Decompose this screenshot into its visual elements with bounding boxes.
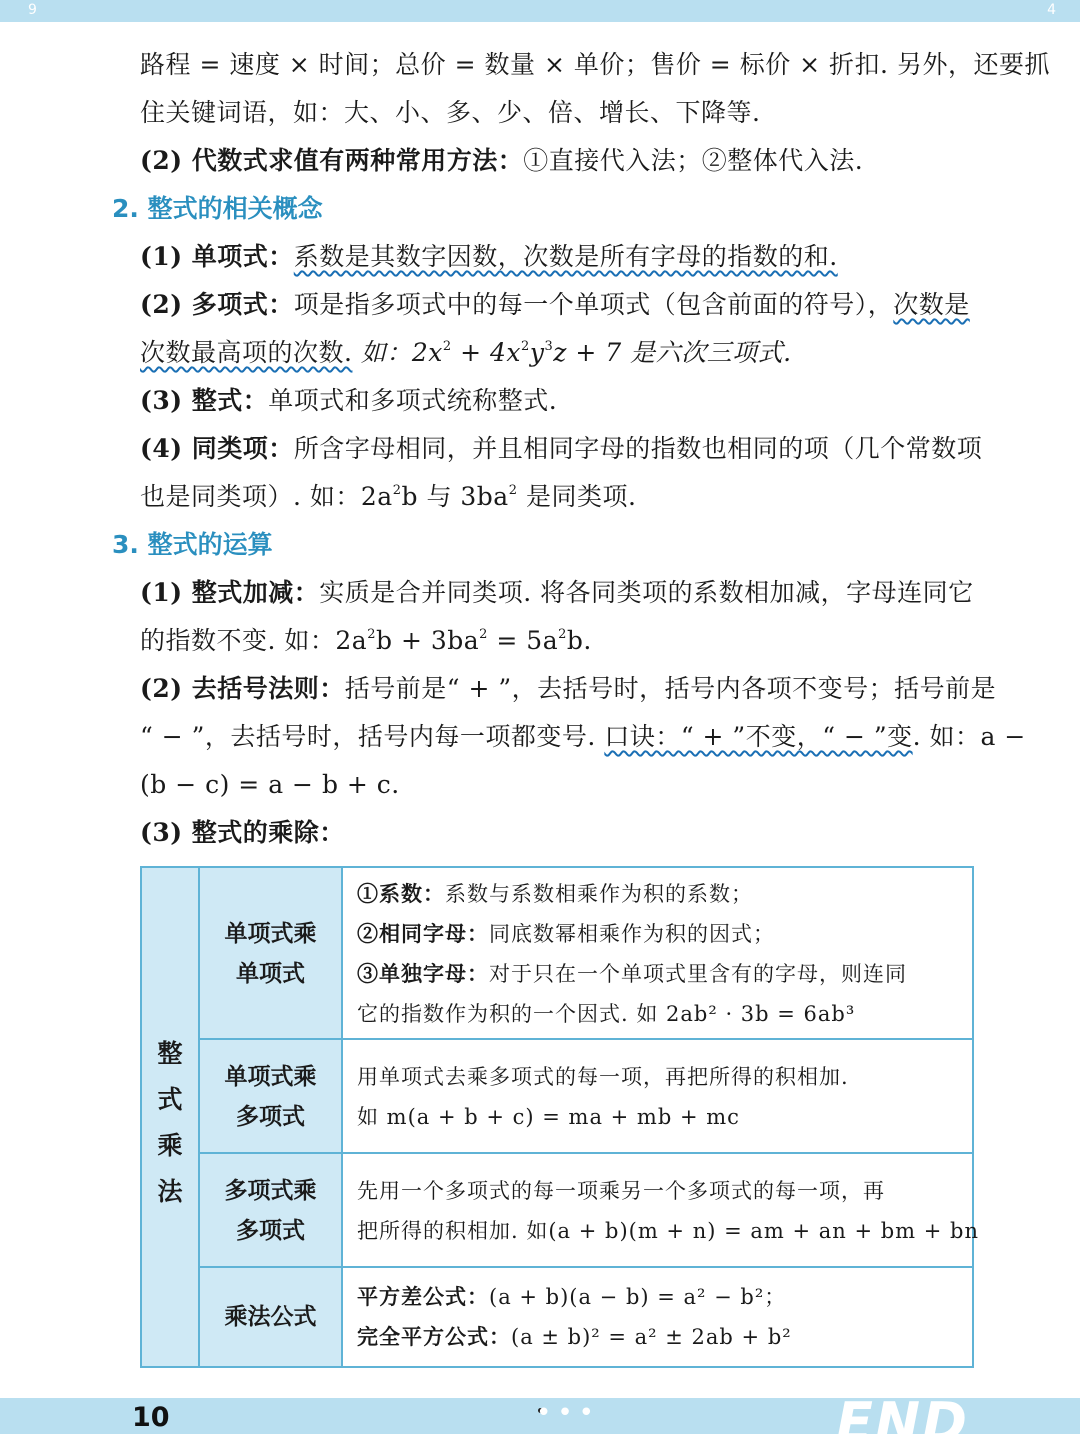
- table-category-cell: [142, 868, 200, 1366]
- table-row-label: [200, 868, 343, 1040]
- table-row-content: [343, 1154, 980, 1268]
- category-char: 乘: [157, 1131, 183, 1160]
- multiplication-table: [140, 866, 980, 1368]
- category-char: 式: [157, 1085, 183, 1114]
- table-row-label: [200, 1154, 343, 1268]
- intro-line-3: (2) 代数式求值有两种常用方法：①直接代入法；②整体代入法.: [140, 146, 864, 175]
- row-content-line: ③单独字母：对于只在一个单项式里含有的字母，则连同: [357, 961, 907, 986]
- category-char: 法: [157, 1177, 183, 1206]
- s2-item-3: (3) 整式：单项式和多项式统称整式.: [140, 386, 558, 415]
- row-content-line: 平方差公式：(a + b)(a − b) = a² − b²；: [357, 1284, 787, 1309]
- table-row-content: [343, 1040, 972, 1154]
- s3-item-3: (3) 整式的乘除：: [140, 818, 345, 847]
- s2-item-2: (2) 多项式：项是指多项式中的每一个单项式（包含前面的符号），次数是: [140, 290, 970, 319]
- row-content-line: 先用一个多项式的每一项乘另一个多项式的每一项，再: [357, 1179, 885, 1203]
- row-content-line: ①系数：系数与系数相乘作为积的系数；: [357, 881, 753, 906]
- pagination-dots-icon: •••: [536, 1398, 601, 1428]
- top-right-mark: 4: [1047, 2, 1056, 18]
- table-row-label: [200, 1268, 343, 1366]
- s3-item-2-line-3: (b − c) = a − b + c.: [140, 770, 400, 799]
- s2-item-4: (4) 同类项：所含字母相同，并且相同字母的指数也相同的项（几个常数项: [140, 434, 983, 463]
- row-label-line: 单项式: [236, 961, 305, 987]
- s3-item-2: (2) 去括号法则：括号前是“ + ”，去括号时，括号内各项不变号；括号前是: [140, 674, 997, 703]
- row-label-line: 多项式乘: [224, 1178, 317, 1204]
- s2-item-2-line-2: 次数最高项的次数. 如：$2x^2 + 4x^2y^3z + 7$ 是六次三项式.: [140, 338, 792, 367]
- intro-line-2: 住关键词语，如：大、小、多、少、倍、增长、下降等.: [140, 98, 761, 127]
- row-content-line: ②相同字母：同底数幂相乘作为积的因式；: [357, 921, 775, 946]
- s3-item-2-line-2: “ − ”，去括号时，括号内每一项都变号. 口诀：“ + ”不变，“ − ”变. 如：a −: [140, 722, 1026, 751]
- row-content-line: 用单项式去乘多项式的每一项，再把所得的积相加.: [357, 1065, 849, 1089]
- row-content-line: 如 m(a + b + c) = ma + mb + mc: [357, 1105, 740, 1129]
- row-label-line: 单项式乘: [224, 921, 317, 947]
- s2-item-1: (1) 单项式：系数是其数字因数，次数是所有字母的指数的和.: [140, 242, 838, 271]
- table-row-content: [343, 868, 972, 1040]
- section-3-heading: 3. 整式的运算: [112, 530, 273, 559]
- row-label-line: 多项式: [236, 1104, 305, 1130]
- row-content-line: 它的指数作为积的一个因式. 如 2ab² · 3b = 6ab³: [357, 1002, 856, 1026]
- s2-item-4-line-2: 也是同类项）. 如：$2a^2b$ 与 $3ba^2$ 是同类项.: [140, 482, 637, 511]
- row-label-line: 多项式: [236, 1218, 305, 1244]
- intro-line-1: 路程 = 速度 × 时间；总价 = 数量 × 单价；售价 = 标价 × 折扣. 另外，还要抓: [140, 50, 1050, 79]
- top-band: [0, 0, 1080, 22]
- s3-item-1: (1) 整式加减：实质是合并同类项. 将各同类项的系数相加减，字母连同它: [140, 578, 974, 607]
- row-content-line: 把所得的积相加. 如(a + b)(m + n) = am + an + bm + bn: [357, 1219, 980, 1243]
- category-char: 整: [157, 1039, 183, 1068]
- row-content-line: 完全平方公式：(a ± b)² = a² ± 2ab + b²: [357, 1324, 792, 1349]
- table-row-content: [343, 1268, 972, 1366]
- page-number: 10: [132, 1402, 170, 1433]
- table-row-label: [200, 1040, 343, 1154]
- row-label-line: 单项式乘: [224, 1064, 317, 1090]
- section-2-heading: 2. 整式的相关概念: [112, 194, 323, 223]
- s3-item-1-line-2: 的指数不变. 如：$2a^2b + 3ba^2 = 5a^2b$.: [140, 626, 592, 655]
- top-left-mark: 9: [28, 2, 37, 18]
- row-label-line: 乘法公式: [224, 1304, 317, 1330]
- end-mark: END: [836, 1391, 969, 1454]
